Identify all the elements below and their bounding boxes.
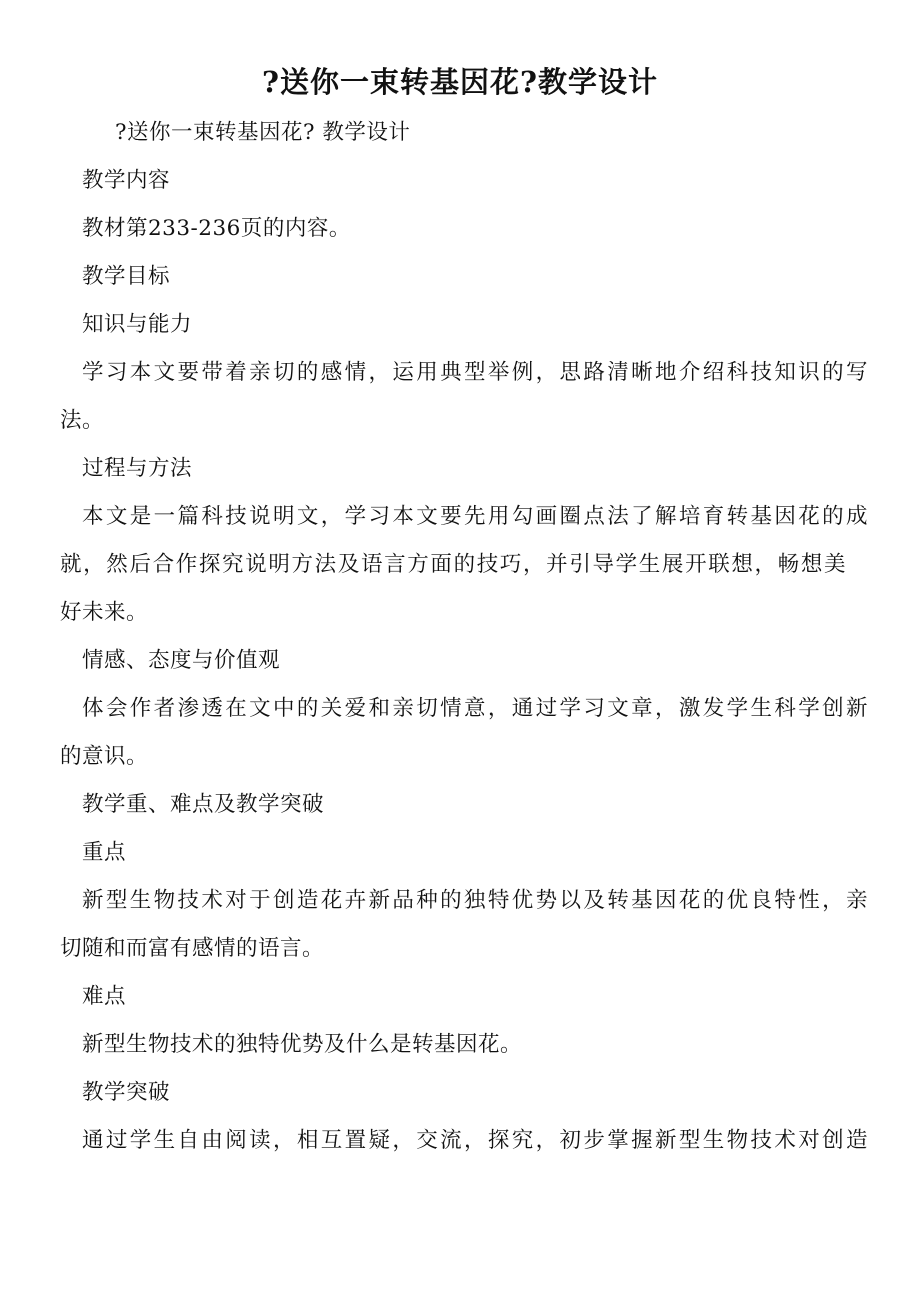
heading-key-difficult-points: 教学重、难点及教学突破	[82, 792, 325, 817]
heading-key-points: 重点	[82, 840, 127, 865]
paragraph-line: 教材第233-236页的内容。	[82, 216, 351, 241]
document-title: ?送你一束转基因花?教学设计	[262, 65, 658, 99]
paragraph-line: 的意识。	[60, 744, 149, 769]
heading-emotion-values: 情感、态度与价值观	[82, 648, 281, 673]
paragraph-line: 新型生物技术对于创造花卉新品种的独特优势以及转基因花的优良特性，亲	[82, 888, 868, 913]
heading-process-method: 过程与方法	[82, 456, 193, 481]
paragraph-line: 体会作者渗透在文中的关爱和亲切情意，通过学习文章，激发学生科学创新	[82, 696, 868, 721]
paragraph-line: 学习本文要带着亲切的感情，运用典型举例，思路清晰地介绍科技知识的写	[82, 360, 868, 385]
heading-teaching-breakthrough: 教学突破	[82, 1080, 171, 1105]
heading-teaching-goals: 教学目标	[82, 264, 171, 289]
paragraph-line: 法。	[60, 408, 105, 433]
heading-difficult-points: 难点	[82, 984, 127, 1009]
paragraph-line: 好未来。	[60, 600, 149, 625]
heading-knowledge-ability: 知识与能力	[82, 312, 193, 337]
paragraph-line: 切随和而富有感情的语言。	[60, 936, 325, 961]
paragraph-line: 就，然后合作探究说明方法及语言方面的技巧，并引导学生展开联想，畅想美	[60, 552, 846, 577]
document-subtitle: ?送你一束转基因花? 教学设计	[115, 120, 411, 145]
paragraph-line: 新型生物技术的独特优势及什么是转基因花。	[82, 1032, 523, 1057]
paragraph-line: 本文是一篇科技说明文，学习本文要先用勾画圈点法了解培育转基因花的成	[82, 504, 868, 529]
heading-teaching-content: 教学内容	[82, 168, 171, 193]
paragraph-line: 通过学生自由阅读，相互置疑，交流，探究，初步掌握新型生物技术对创造	[82, 1128, 868, 1153]
